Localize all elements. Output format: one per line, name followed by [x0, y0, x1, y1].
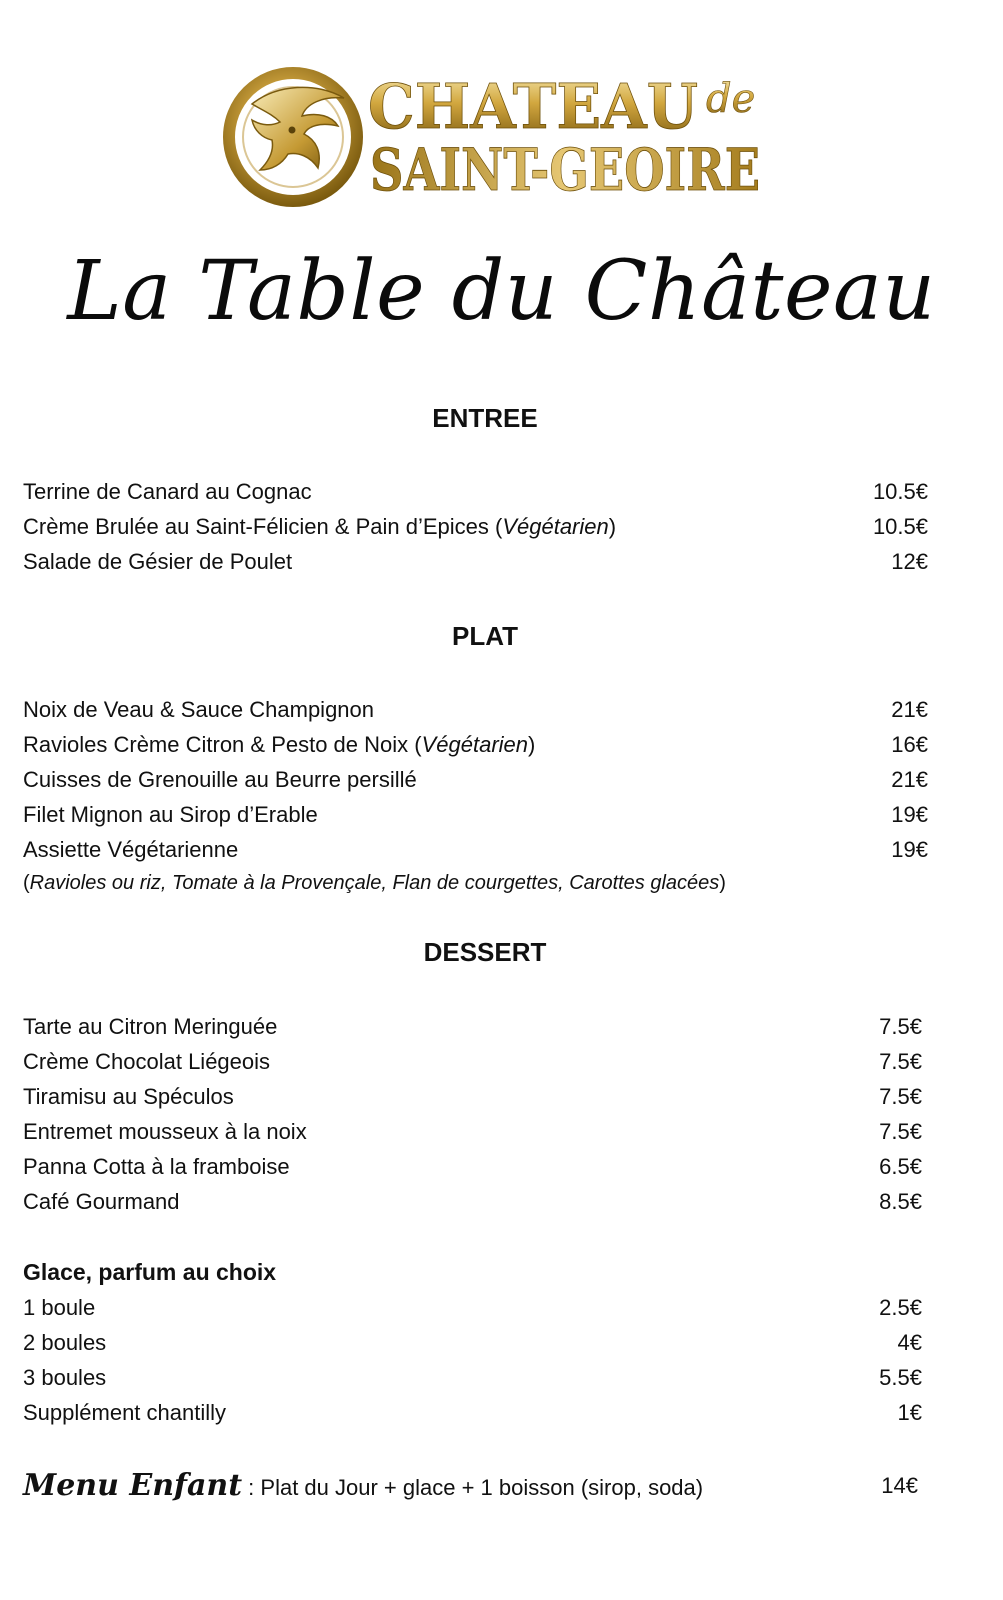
item-price: 4€: [897, 1330, 922, 1355]
item-price: 7.5€: [879, 1049, 922, 1074]
phoenix-emblem-icon: [222, 64, 364, 206]
item-price: 2.5€: [879, 1295, 922, 1320]
menu-item: [23, 727, 928, 762]
section-heading-dessert: DESSERT: [423, 937, 547, 967]
item-price: 10.5€: [872, 479, 928, 504]
menu-item: [23, 1290, 928, 1325]
menu-item: [23, 474, 928, 509]
assiette-description: (Ravioles ou riz, Tomate à la Provençale, Flan de courgettes, Carottes glacées): [23, 872, 726, 894]
menu-item: [23, 1360, 928, 1395]
menu-item: [23, 544, 928, 579]
menu-item: [23, 1009, 928, 1044]
glace-heading: Glace, parfum au choix: [23, 1259, 277, 1285]
item-name: Ravioles Crème Citron & Pesto de Noix (Végétarien): [23, 732, 536, 757]
item-price: 6.5€: [879, 1154, 922, 1179]
item-name: 3 boules: [23, 1365, 107, 1390]
menu-item: [23, 509, 928, 544]
menu-item: [23, 832, 928, 867]
item-price: 7.5€: [879, 1014, 922, 1039]
menu-item: [23, 1079, 928, 1114]
section-heading-entree: ENTREE: [432, 403, 538, 433]
item-name: Café Gourmand: [23, 1189, 180, 1214]
menu-enfant: [23, 1462, 923, 1510]
item-name: Noix de Veau & Sauce Champignon: [23, 697, 375, 722]
item-price: 8.5€: [879, 1189, 922, 1214]
item-price: 19€: [891, 802, 928, 827]
menu-item: [23, 1114, 928, 1149]
item-name: Salade de Gésier de Poulet: [23, 549, 293, 574]
vegetarian-note: Végétarien: [502, 514, 609, 539]
item-price: 19€: [891, 837, 928, 862]
item-name: Terrine de Canard au Cognac: [23, 479, 312, 504]
item-name: 1 boule: [23, 1295, 96, 1320]
item-name: Entremet mousseux à la noix: [23, 1119, 307, 1144]
menu-enfant-label: Menu Enfant: [23, 1468, 243, 1503]
item-name: Crème Chocolat Liégeois: [23, 1049, 271, 1074]
vegetarian-note: Végétarien: [421, 732, 529, 757]
item-price: 16€: [891, 732, 928, 757]
item-price: 10.5€: [872, 514, 928, 539]
item-name: Tiramisu au Spéculos: [23, 1084, 234, 1109]
wordmark-line2: SAINT-GEOIRE: [370, 136, 760, 204]
item-name: Assiette Végétarienne: [23, 837, 239, 862]
wordmark-line1: CHATEAU: [368, 70, 698, 143]
menu-item: [23, 1149, 928, 1184]
item-price: 1€: [897, 1400, 922, 1425]
item-name: Filet Mignon au Sirop d’Erable: [23, 802, 318, 827]
menu-item: [23, 1184, 928, 1219]
item-price: 7.5€: [879, 1119, 922, 1144]
item-name: Cuisses de Grenouille au Beurre persillé: [23, 767, 417, 792]
menu-item: [23, 1044, 928, 1079]
chateau-wordmark: [368, 60, 788, 210]
item-price: 7.5€: [879, 1084, 922, 1109]
item-name: 2 boules: [23, 1330, 107, 1355]
item-name: Tarte au Citron Meringuée: [23, 1014, 278, 1039]
menu-item: [23, 1395, 928, 1430]
wordmark-de: de: [706, 76, 756, 122]
item-price: 21€: [891, 697, 928, 722]
item-name: Panna Cotta à la framboise: [23, 1154, 290, 1179]
page-title: La Table du Château: [67, 244, 936, 339]
menu-item: [23, 1325, 928, 1360]
menu-item: [23, 692, 928, 727]
item-price: 12€: [891, 549, 928, 574]
menu-enfant-price: 14€: [881, 1473, 918, 1498]
chateau-logo: [222, 60, 782, 210]
item-name: Crème Brulée au Saint-Félicien & Pain d’Epices (Végétarien): [23, 514, 617, 539]
item-price: 5.5€: [879, 1365, 922, 1390]
menu-enfant-description: : Plat du Jour + glace + 1 boisson (sirop, soda): [242, 1475, 704, 1500]
item-name: Supplément chantilly: [23, 1400, 227, 1425]
menu-item: [23, 797, 928, 832]
section-heading-plat: PLAT: [452, 621, 518, 651]
menu-item: [23, 762, 928, 797]
item-price: 21€: [891, 767, 928, 792]
